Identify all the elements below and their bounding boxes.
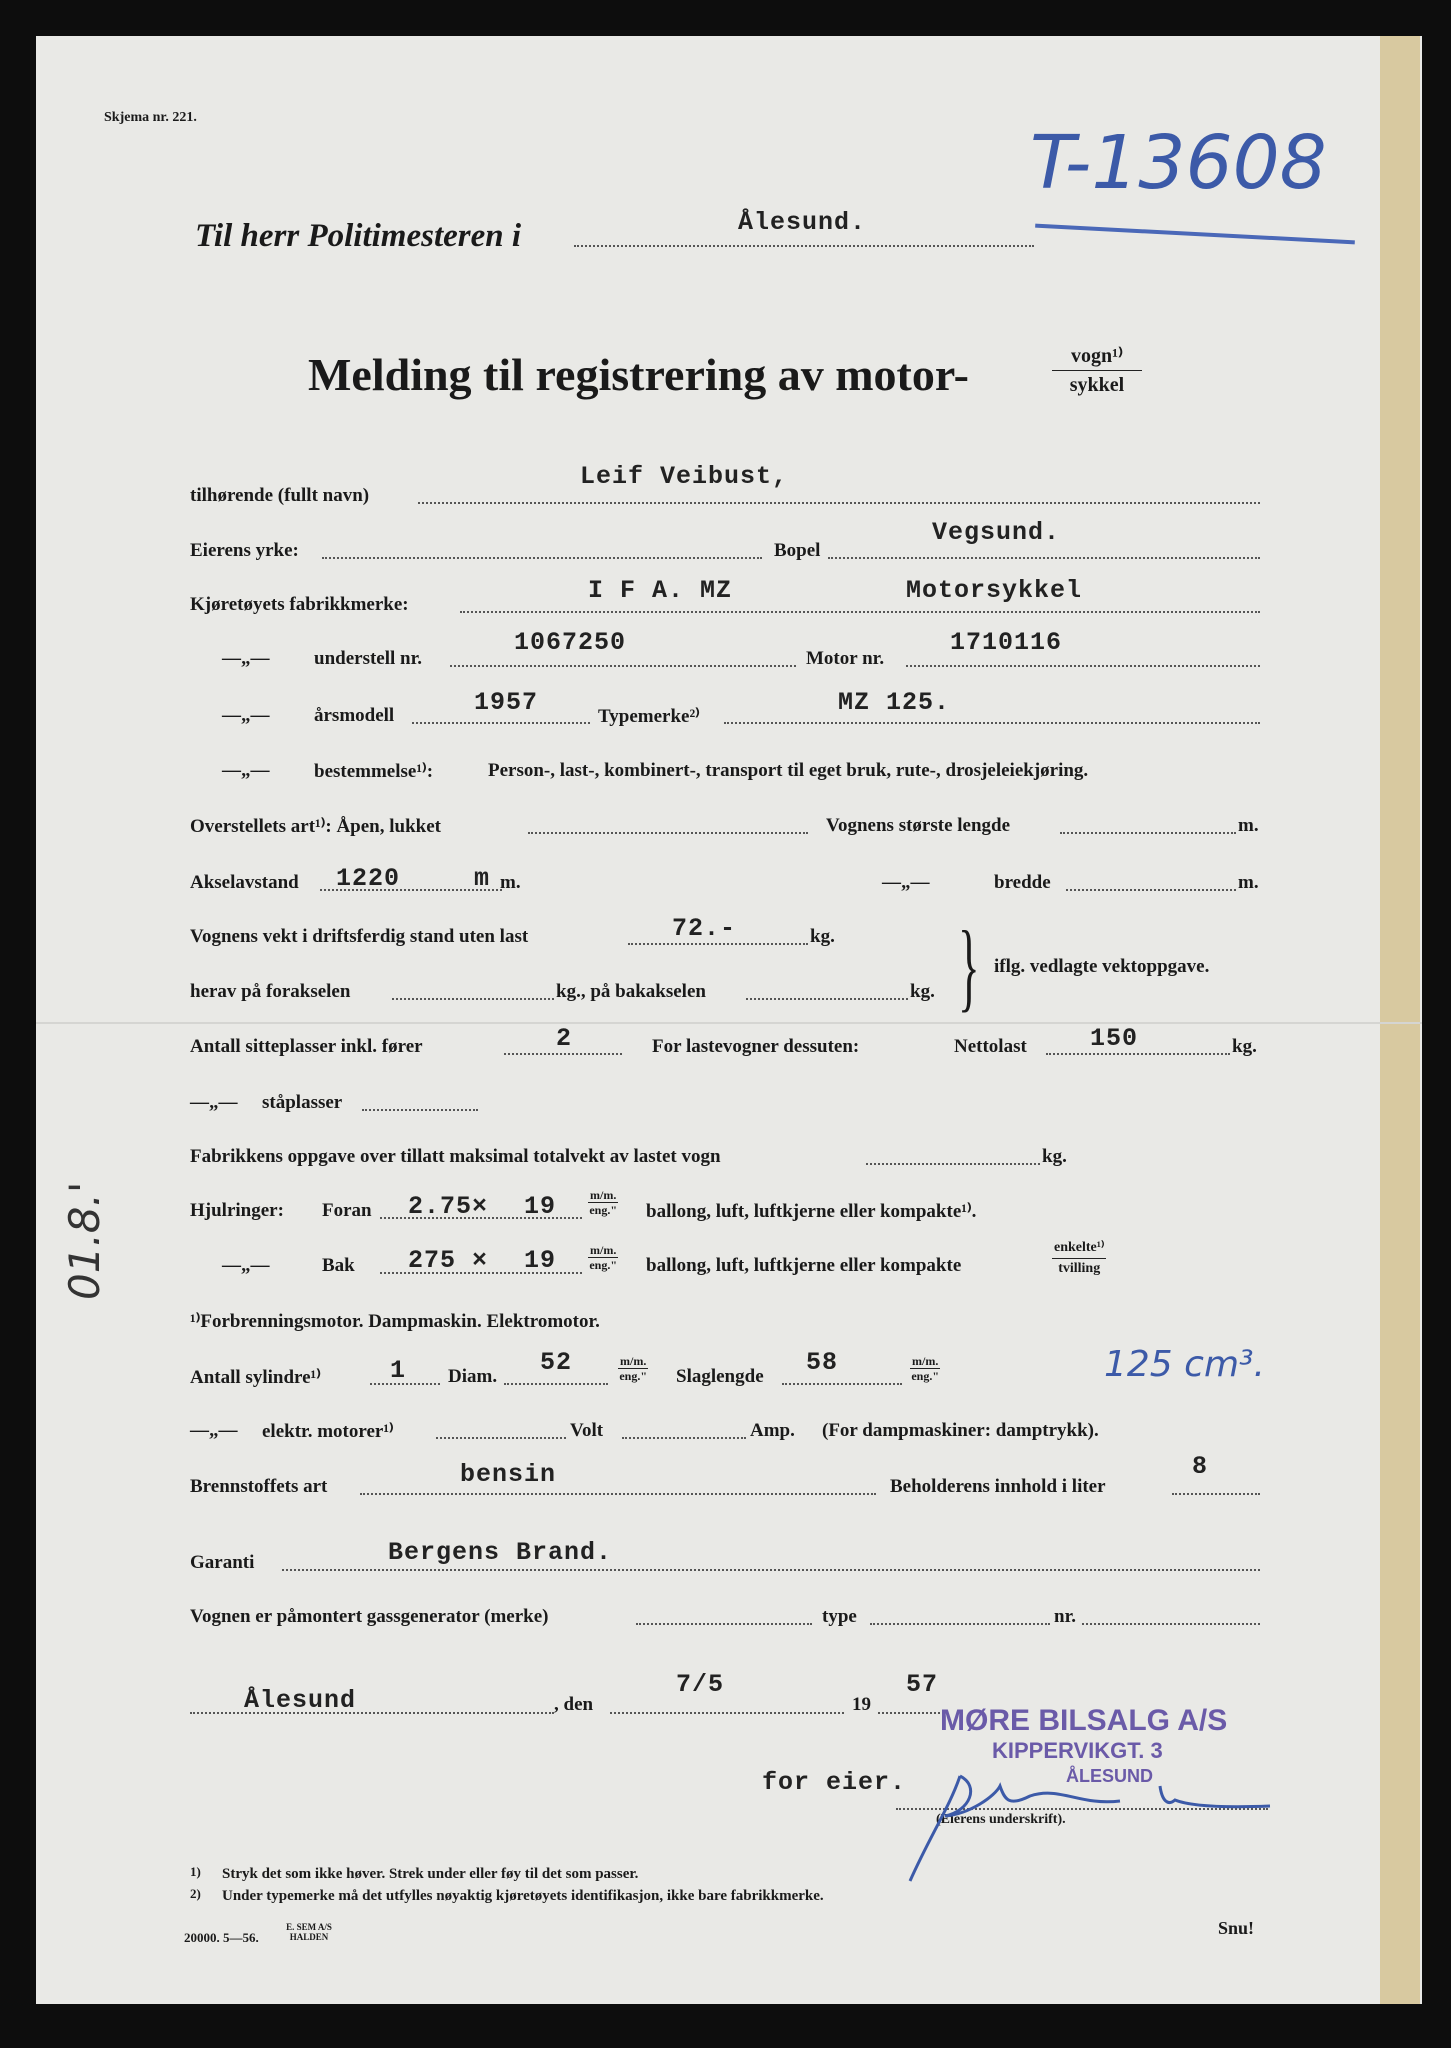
- date-label: , den: [554, 1694, 594, 1715]
- residence-value: Vegsund.: [932, 518, 1061, 547]
- amp-label: Amp.: [750, 1420, 795, 1441]
- chassis-value: 1067250: [514, 628, 627, 657]
- length-label: Vognens største lengde: [826, 815, 1011, 836]
- type-label: Typemerke²⁾: [598, 706, 700, 727]
- year-suffix: 57: [906, 1670, 939, 1699]
- ditto-mark: —„—: [222, 705, 270, 726]
- width-label: bredde: [994, 872, 1051, 893]
- front-wheel-label: Foran: [322, 1200, 372, 1221]
- type-value: MZ 125.: [838, 688, 951, 717]
- electric-label: elektr. motorer¹⁾: [262, 1421, 394, 1442]
- ditto-mark: —„—: [190, 1420, 238, 1441]
- front-axle-label: herav på forakselen: [190, 981, 351, 1002]
- single-twin-fraction: enkelte¹⁾ tvilling: [1054, 1240, 1105, 1276]
- net-load-label: Nettolast: [954, 1036, 1027, 1057]
- tire-types: ballong, luft, luftkjerne eller kompakte¹⁾.: [646, 1201, 977, 1222]
- length-unit: m.: [1238, 815, 1259, 836]
- tank-label: Beholderens innhold i liter: [890, 1476, 1106, 1497]
- year-value: 1957: [474, 688, 539, 717]
- guarantee-value: Bergens Brand.: [388, 1538, 613, 1567]
- body-label: Overstellets art¹⁾: Åpen, lukket: [190, 816, 441, 837]
- ditto-mark: —„—: [190, 1092, 238, 1113]
- weight-value: 72.-: [672, 914, 737, 943]
- motor-label: Motor nr.: [806, 648, 885, 669]
- diam-label: Diam.: [448, 1366, 498, 1387]
- front-wheel-value: 2.75×: [408, 1192, 489, 1221]
- printer: E. SEM A/S HALDEN: [286, 1922, 332, 1942]
- stroke-unit-fraction: m/m. eng.": [911, 1354, 939, 1383]
- gas-type-label: type: [822, 1606, 857, 1627]
- standing-label: ståplasser: [262, 1092, 343, 1113]
- front-unit-fraction: m/m. eng.": [589, 1188, 617, 1217]
- place-value: Ålesund: [244, 1686, 357, 1715]
- weight-unit: kg.: [810, 926, 835, 947]
- owner-value: Leif Veibust,: [580, 462, 789, 491]
- ditto-mark: —„—: [222, 760, 270, 781]
- weight-label: Vognens vekt i driftsferdig stand uten last: [190, 926, 529, 947]
- fuel-label: Brennstoffets art: [190, 1476, 328, 1497]
- recipient-value: Ålesund.: [738, 208, 867, 237]
- weight-note: iflg. vedlagte vektoppgave.: [994, 956, 1210, 977]
- company-stamp-address: KIPPERVIKGT. 3: [992, 1738, 1163, 1763]
- axle-unit: m.: [500, 872, 521, 893]
- tire-types-rear: ballong, luft, luftkjerne eller kompakte: [646, 1255, 962, 1276]
- turn-over: Snu!: [1218, 1918, 1255, 1938]
- guarantee-label: Garanti: [190, 1552, 255, 1573]
- stroke-value: 58: [806, 1348, 839, 1377]
- residence-label: Bopel: [774, 540, 821, 561]
- fuel-value: bensin: [460, 1460, 557, 1489]
- signature-label: (Eierens underskrift).: [936, 1812, 1066, 1827]
- cargo-label: For lastevogner dessuten:: [652, 1036, 860, 1057]
- seats-value: 2: [556, 1024, 573, 1053]
- rear-unit-fraction: m/m. eng.": [589, 1243, 617, 1272]
- company-stamp-name: MØRE BILSALG A/S: [940, 1704, 1228, 1737]
- purpose-label: bestemmelse¹⁾:: [314, 761, 434, 782]
- rear-wheel-value: 275 ×: [408, 1246, 489, 1275]
- owner-label: tilhørende (fullt navn): [190, 485, 370, 506]
- profession-label: Eierens yrke:: [190, 540, 299, 561]
- title-sykkel: sykkel: [1069, 374, 1125, 396]
- purpose-options: Person-, last-, kombinert-, transport til eget bruk, rute-, drosjeleiekjøring.: [488, 760, 1089, 781]
- title-fraction: [1052, 342, 1142, 399]
- title-vogn: vogn¹⁾: [1052, 342, 1142, 371]
- max-weight-label: Fabrikkens oppgave over tillatt maksimal totalvekt av lastet vogn: [190, 1146, 721, 1167]
- make-label: Kjøretøyets fabrikkmerke:: [190, 594, 409, 615]
- footnote-marker-2: 2): [190, 1886, 201, 1901]
- ditto-mark: —„—: [222, 1255, 270, 1276]
- diam-unit-fraction: m/m. eng.": [619, 1354, 647, 1383]
- make-value: I F A. MZ: [588, 576, 733, 605]
- axle-unit-value: m: [474, 864, 491, 893]
- rear-wheel-rim: 19: [524, 1246, 557, 1275]
- date-value: 7/5: [676, 1670, 725, 1699]
- footnote-2: Under typemerke må det utfylles nøyaktig kjøretøyets identifikasjon, ikke bare fabrikkmerke.: [222, 1888, 824, 1904]
- vehicle-kind: Motorsykkel: [906, 576, 1083, 605]
- footnote-marker-1: 1): [190, 1864, 201, 1879]
- print-info: 20000. 5—56.: [184, 1930, 259, 1945]
- volt-label: Volt: [570, 1420, 604, 1441]
- schema-number: Skjema nr. 221.: [104, 110, 197, 125]
- net-load-value: 150: [1090, 1024, 1139, 1053]
- front-wheel-rim: 19: [524, 1192, 557, 1221]
- rear-axle-label: kg., på bakakselen: [556, 981, 706, 1002]
- registration-number: T-13608: [1030, 120, 1327, 206]
- axle-label: Akselavstand: [190, 872, 299, 893]
- paper-edge: [1380, 36, 1420, 2004]
- footnote-1: Stryk det som ikke høver. Strek under eller føy til det som passer.: [222, 1866, 639, 1882]
- rear-axle-unit: kg.: [910, 981, 935, 1002]
- net-load-unit: kg.: [1232, 1036, 1257, 1057]
- tank-value: 8: [1192, 1452, 1209, 1481]
- cylinders-value: 1: [390, 1356, 407, 1385]
- width-unit: m.: [1238, 872, 1259, 893]
- company-stamp-city: ÅLESUND: [1066, 1766, 1154, 1786]
- year-label: årsmodell: [314, 705, 395, 726]
- recipient-label: Til herr Politimesteren i: [195, 218, 522, 254]
- ditto-mark: —„—: [222, 648, 270, 669]
- max-weight-unit: kg.: [1042, 1146, 1067, 1167]
- steam-label: (For dampmaskiner: damptrykk).: [822, 1420, 1099, 1441]
- motor-value: 1710116: [950, 628, 1063, 657]
- owner-signature: [900, 1756, 1280, 1886]
- ditto-mark: —„—: [882, 872, 930, 893]
- stroke-label: Slaglengde: [676, 1366, 764, 1387]
- year-prefix: 19: [852, 1694, 871, 1715]
- fold-line: [36, 1022, 1422, 1024]
- weight-brace: }: [958, 910, 980, 1021]
- gas-nr-label: nr.: [1054, 1606, 1077, 1627]
- gas-generator-label: Vognen er påmontert gassgenerator (merke): [190, 1606, 549, 1627]
- for-owner: for eier.: [762, 1768, 907, 1797]
- engine-volume: 125 cm³.: [1104, 1344, 1265, 1385]
- wheels-label: Hjulringer:: [190, 1200, 284, 1221]
- chassis-label: understell nr.: [314, 648, 423, 669]
- axle-value: 1220: [336, 864, 401, 893]
- form-title: Melding til registrering av motor-: [308, 349, 969, 400]
- rear-wheel-label: Bak: [322, 1255, 355, 1276]
- diam-value: 52: [540, 1348, 573, 1377]
- engine-types: ¹⁾Forbrenningsmotor. Dampmaskin. Elektromotor.: [190, 1311, 600, 1332]
- margin-note: 01.8.': [60, 1181, 109, 1300]
- seats-label: Antall sitteplasser inkl. fører: [190, 1036, 423, 1057]
- cylinders-label: Antall sylindre¹⁾: [190, 1367, 321, 1388]
